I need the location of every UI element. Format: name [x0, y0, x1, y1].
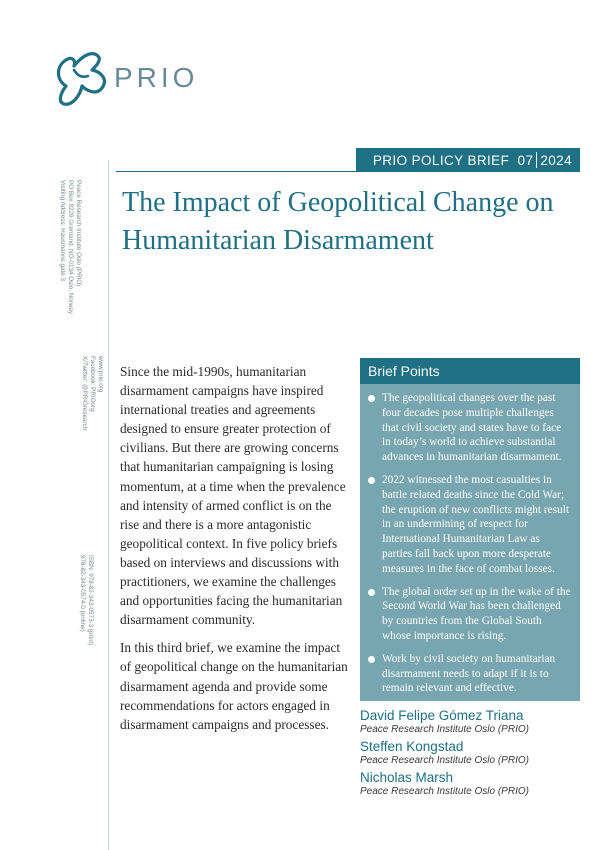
brief-points-heading: Brief Points [360, 358, 580, 384]
author-entry [360, 770, 580, 798]
document-title: The Impact of Geopolitical Change on Humanitarian Disarmament [122, 187, 554, 256]
margin-divider [108, 160, 109, 850]
author-name: Steffen Kongstad [360, 739, 464, 754]
series-separator [536, 152, 537, 168]
author-list [360, 708, 580, 801]
author-entry [360, 739, 580, 767]
intro-paragraph-2: In this third brief, we examine the impact of geopolitical change on the humanitarian disarmament agenda and provide some recommendations for actors engaged in disarmament campaigns and processes. [120, 640, 348, 732]
bullet-icon [368, 477, 375, 484]
author-name: David Felipe Gómez Triana [360, 708, 524, 723]
series-label-bar [356, 148, 580, 172]
bullet-icon [368, 395, 375, 402]
logo-wordmark: PRIO [114, 62, 199, 93]
sidebar-address: Peace Research Institute Oslo (PRIO) PO Box 9229 Grønland, NO-0134 Oslo, Norway Visiting Address: Hausmanns gate 3 [59, 180, 82, 315]
series-label: PRIO POLICY BRIEF [372, 152, 510, 168]
author-entry [360, 708, 580, 736]
brief-points-list [360, 384, 580, 696]
bullet-icon [368, 656, 375, 663]
list-item: The geopolitical changes over the past four decades pose multiple challenges that civil society and states have to face in today’s world to achieve substantial advances in humanitarian disarmament. [368, 391, 572, 465]
author-name: Nicholas Marsh [360, 770, 454, 785]
series-number: 07 [517, 152, 534, 168]
intro-text [120, 362, 348, 743]
brief-points-box [360, 358, 580, 701]
author-affiliation: Peace Research Institute Oslo (PRIO) [360, 724, 529, 735]
series-year: 2024 [540, 152, 572, 168]
header-rule [116, 171, 580, 172]
list-item: The global order set up in the wake of the Second World War has been challenged by countries from the Global South whose importance is rising. [368, 585, 572, 644]
prio-logo [52, 46, 212, 116]
prio-logo-mark-icon [52, 46, 114, 112]
list-item: 2022 witnessed the most casualties in battle related deaths since the Cold War; the eruption of new conflicts might result in an undermining of respect for International Humanitarian Law as parties fall back upon more desperate measures in the face of combat losses. [368, 473, 572, 577]
list-item: Work by civil society on humanitarian disarmament needs to adapt if it is to remain relevant and effective. [368, 652, 572, 696]
intro-paragraph-1: Since the mid-1990s, humanitarian disarmament campaigns have inspired international treaties and agreements designed to ensure greater protection of civilians. But there are growing concerns that humanitarian campaigning is losing momentum, at a time when the prevalence and intensity of armed conflict is on the rise and there is a more antagonistic geopolitical context. In five policy briefs based on interviews and discussions with practitioners, we examine the challenges and opportunities facing the humanitarian disarmament community. [120, 364, 346, 628]
sidebar-isbn: ISBN: 978-82-343-0573-3 (print) 978-82-343-0574-0 (online) [79, 555, 94, 646]
author-affiliation: Peace Research Institute Oslo (PRIO) [360, 786, 529, 797]
bullet-icon [368, 589, 375, 596]
sidebar-contact: www.prio.org Facebook: PRIOorg X/Twitter: @PRIOresearch [81, 356, 104, 431]
author-affiliation: Peace Research Institute Oslo (PRIO) [360, 755, 529, 766]
